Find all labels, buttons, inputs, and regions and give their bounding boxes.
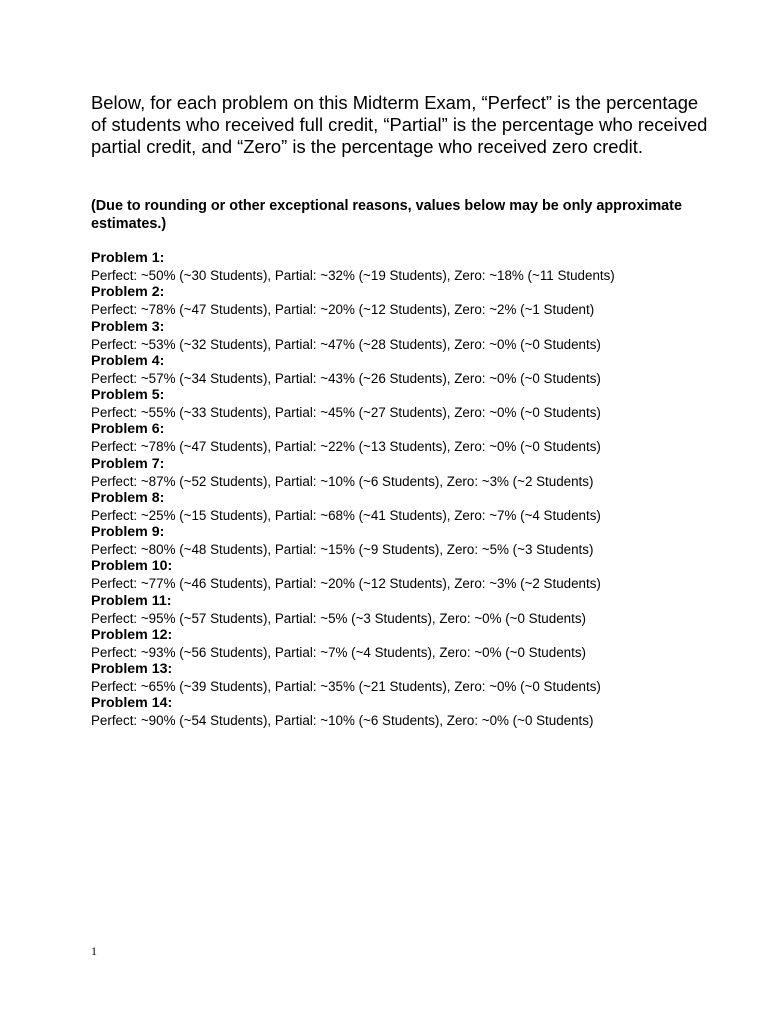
problem-13-title: Problem 13: [91,661,173,677]
problem-4-stats: Perfect: ~57% (~34 Students), Partial: ~43% (~26 Students), Zero: ~0% (~0 Students) [91,370,601,386]
problem-13-stats: Perfect: ~65% (~39 Students), Partial: ~35% (~21 Students), Zero: ~0% (~0 Students) [91,679,601,694]
problem-3-stats: Perfect: ~53% (~32 Students), Partial: ~47% (~28 Students), Zero: ~0% (~0 Students) [91,336,601,352]
problem-3-item [91,319,731,353]
problem-9-stats: Perfect: ~80% (~48 Students), Partial: ~15% (~9 Students), Zero: ~5% (~3 Students) [91,542,594,557]
problem-4-item [91,353,731,387]
intro-paragraph: Below, for each problem on this Midterm Exam, “Perfect” is the percentage of students who received full credit, “Partial” is the percentage who received partial credit, and “Zero” is the percentage who received zero credit. [91,92,708,157]
problem-results-list [91,250,731,730]
problem-6-item [91,421,731,455]
problem-12-title: Problem 12: [91,626,173,643]
problem-4-title: Problem 4: [91,352,165,369]
problem-13-item [91,661,731,695]
problem-3-title: Problem 3: [91,318,165,335]
problem-14-item [91,695,731,729]
problem-8-item [91,490,731,524]
problem-12-stats: Perfect: ~93% (~56 Students), Partial: ~7% (~4 Students), Zero: ~0% (~0 Students) [91,644,586,660]
problem-6-title: Problem 6: [91,421,165,438]
problem-10-title: Problem 10: [91,558,173,575]
problem-9-title: Problem 9: [91,524,165,540]
approximation-note: (Due to rounding or other exceptional reasons, values below may be only approximate estimates.) [91,198,682,232]
problem-11-title: Problem 11: [91,592,172,609]
problem-11-item [91,593,731,627]
problem-14-stats: Perfect: ~90% (~54 Students), Partial: ~10% (~6 Students), Zero: ~0% (~0 Students) [91,713,594,729]
page-number: 1 [91,944,97,958]
problem-1-title: Problem 1: [91,250,165,266]
problem-1-stats: Perfect: ~50% (~30 Students), Partial: ~32% (~19 Students), Zero: ~18% (~11 Students) [91,268,615,283]
problem-12-item [91,627,731,661]
problem-6-stats: Perfect: ~78% (~47 Students), Partial: ~22% (~13 Students), Zero: ~0% (~0 Students) [91,439,601,455]
problem-9-item [91,524,731,558]
problem-14-title: Problem 14: [91,695,173,712]
problem-10-item [91,558,731,592]
problem-8-title: Problem 8: [91,489,165,506]
problem-2-stats: Perfect: ~78% (~47 Students), Partial: ~20% (~12 Students), Zero: ~2% (~1 Student) [91,302,595,318]
problem-5-item [91,387,731,421]
problem-7-item [91,456,731,490]
problem-2-title: Problem 2: [91,284,165,301]
problem-7-stats: Perfect: ~87% (~52 Students), Partial: ~10% (~6 Students), Zero: ~3% (~2 Students) [91,473,594,489]
problem-11-stats: Perfect: ~95% (~57 Students), Partial: ~5% (~3 Students), Zero: ~0% (~0 Students) [91,610,586,626]
problem-5-title: Problem 5: [91,387,165,403]
problem-5-stats: Perfect: ~55% (~33 Students), Partial: ~45% (~27 Students), Zero: ~0% (~0 Students) [91,405,601,420]
problem-7-title: Problem 7: [91,455,165,472]
problem-2-item [91,284,731,318]
problem-10-stats: Perfect: ~77% (~46 Students), Partial: ~20% (~12 Students), Zero: ~3% (~2 Students) [91,576,601,592]
problem-8-stats: Perfect: ~25% (~15 Students), Partial: ~68% (~41 Students), Zero: ~7% (~4 Students) [91,507,601,523]
problem-1-item [91,250,731,284]
